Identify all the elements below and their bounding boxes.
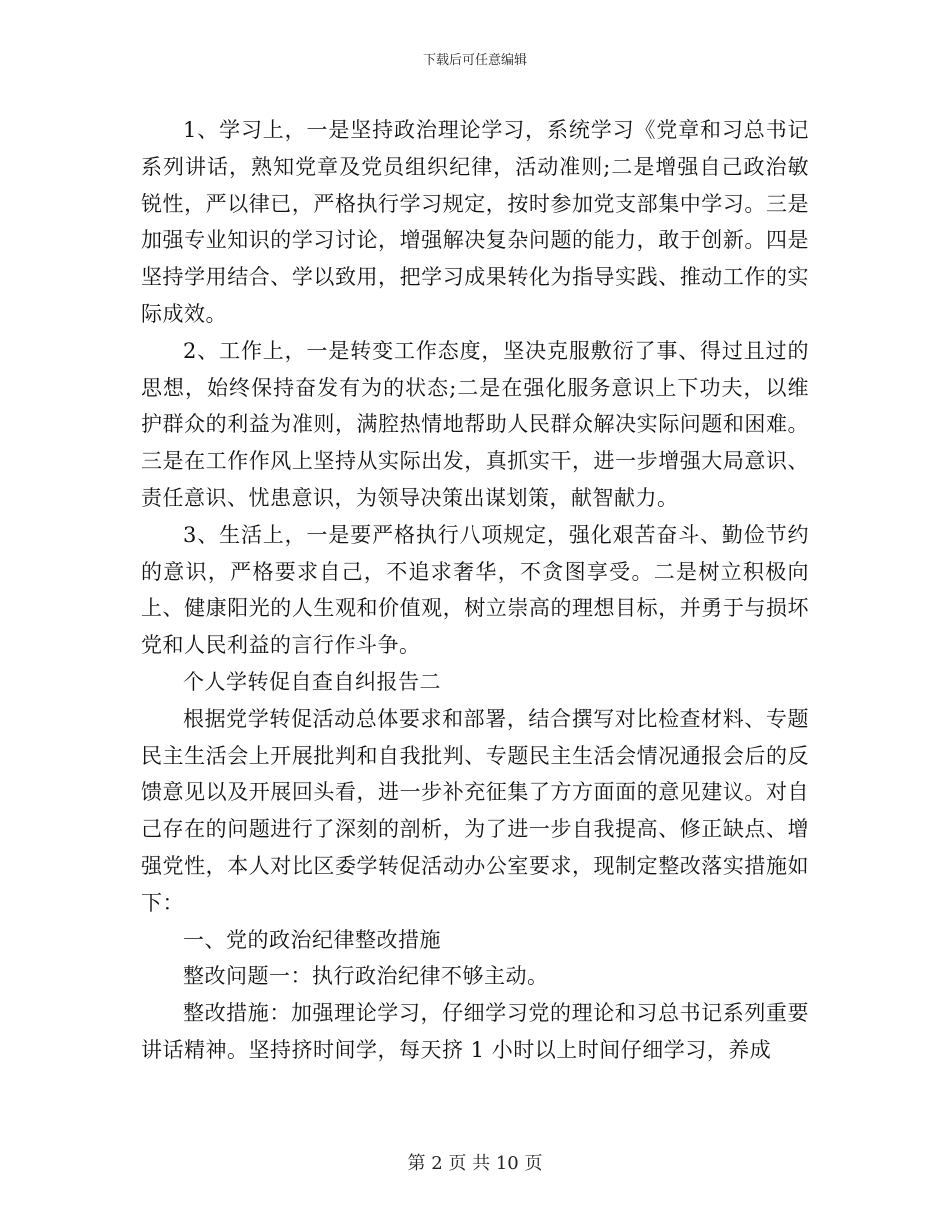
- section-heading-political-discipline: 一、党的政治纪律整改措施: [183, 927, 441, 952]
- paragraph-life: 3、生活上，一是要严格执行八项规定，强化艰苦奋斗、勤俭节约的意识，严格要求自己，不追求奢华，不贪图享受。二是树立积极向上、健康阳光的人生观和价值观，树立崇高的理想目标，并勇于与损坏党和人民利益的言行作斗争。: [141, 522, 809, 658]
- page-number: 第 2 页 共 10 页: [407, 1153, 543, 1174]
- page-header: 下载后可任意编辑: [422, 53, 527, 68]
- paragraph-issue-one: 整改问题一：执行政治纪律不够主动。: [183, 964, 549, 989]
- paragraph-study: 1、学习上，一是坚持政治理论学习，系统学习《党章和习总书记系列讲话，熟知党章及党员组织纪律，活动准则;二是增强自己政治敏锐性，严以律已，严格执行学习规定，按时参加党支部集中学习。三是加强专业知识的学习讨论，增强解决复杂问题的能力，敢于创新。四是坚持学用结合、学以致用，把学习成果转化为指导实践、推动工作的实际成效。: [141, 118, 809, 326]
- document-body: [141, 112, 809, 1069]
- paragraph-measures: 整改措施：加强理论学习，仔细学习党的理论和习总书记系列重要讲话精神。坚持挤时间学，每天挤 1 小时以上时间仔细学习，养成: [141, 1001, 809, 1062]
- paragraph-work: 2、工作上，一是转变工作态度，坚决克服敷衍了事、得过且过的思想，始终保持奋发有为的状态;二是在强化服务意识上下功夫，以维护群众的利益为准则，满腔热情地帮助人民群众解决实际问题和困难。三是在工作作风上坚持从实际出发，真抓实干，进一步增强大局意识、责任意识、忧患意识，为领导决策出谋划策，献智献力。: [141, 338, 809, 510]
- paragraph-introduction: 根据党学转促活动总体要求和部署，结合撰写对比检查材料、专题民主生活会上开展批判和自我批判、专题民主生活会情况通报会后的反馈意见以及开展回头看，进一步补充征集了方方面面的意见建议。对自己存在的问题进行了深刻的剖析，为了进一步自我提高、修正缺点、增强党性，本人对比区委学转促活动办公室要求，现制定整改落实措施如下：: [141, 706, 809, 915]
- section-title-report-two: 个人学转促自查自纠报告二: [183, 669, 441, 694]
